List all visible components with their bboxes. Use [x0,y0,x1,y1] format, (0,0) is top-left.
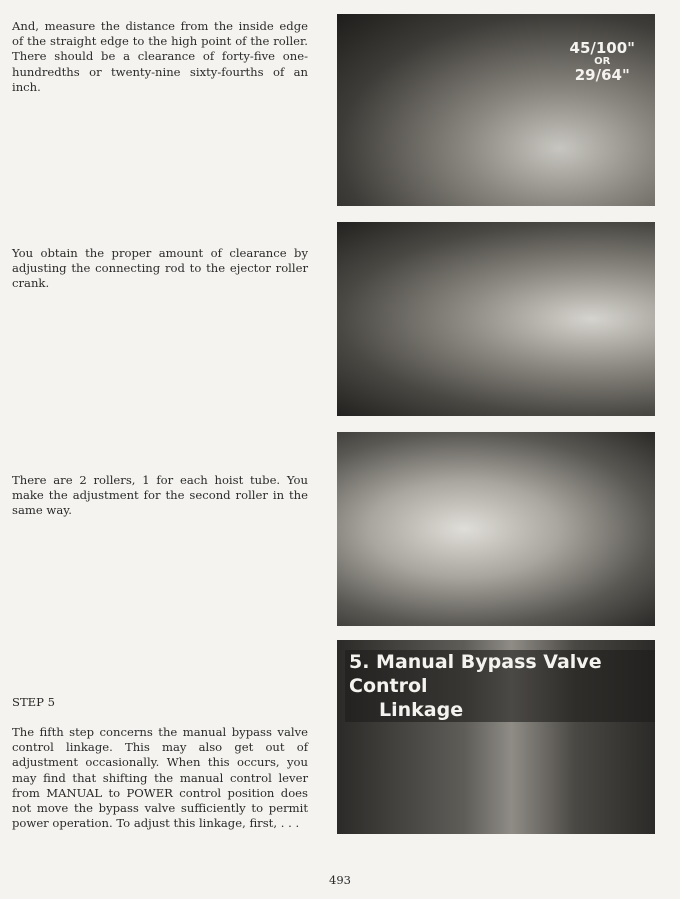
photo-caption [345,650,655,722]
caption-line-2: Linkage [379,699,464,721]
photo-connecting-rod-adjustment [337,222,655,416]
or-label: OR [594,56,611,67]
fraction-hundredths: 45/100" [569,39,635,57]
clearance-annotation [570,40,635,83]
caption-line-1: 5. Manual Bypass Valve Control [349,651,602,697]
photo-measuring-clearance [337,14,655,206]
page-number: 493 [329,873,351,887]
photo-second-roller [337,432,655,626]
photo-bypass-valve-linkage [337,640,655,834]
fraction-sixtyfourths: 29/64" [574,66,630,84]
paragraph-step5: The fifth step concerns the manual bypass valve control linkage. This may also get out of adjustment occasionally. When this occurs, you may find that shifting the manual control lever from MANUAL to POWER control position does not move the bypass valve sufficiently to permit power operation. To adjust this linkage, first, . . . [12,725,308,831]
paragraph-second-roller: There are 2 rollers, 1 for each hoist tube. You make the adjustment for the second roller in the same way. [12,473,308,518]
step-heading: STEP 5 [12,695,56,709]
paragraph-clearance-adjustment: You obtain the proper amount of clearance by adjusting the connecting rod to the ejector roller crank. [12,246,308,291]
paragraph-measure-distance: And, measure the distance from the inside edge of the straight edge to the high point of the roller. There should be a clearance of forty-five one-hundredths or twenty-nine sixty-fourths of an inch. [12,19,308,94]
